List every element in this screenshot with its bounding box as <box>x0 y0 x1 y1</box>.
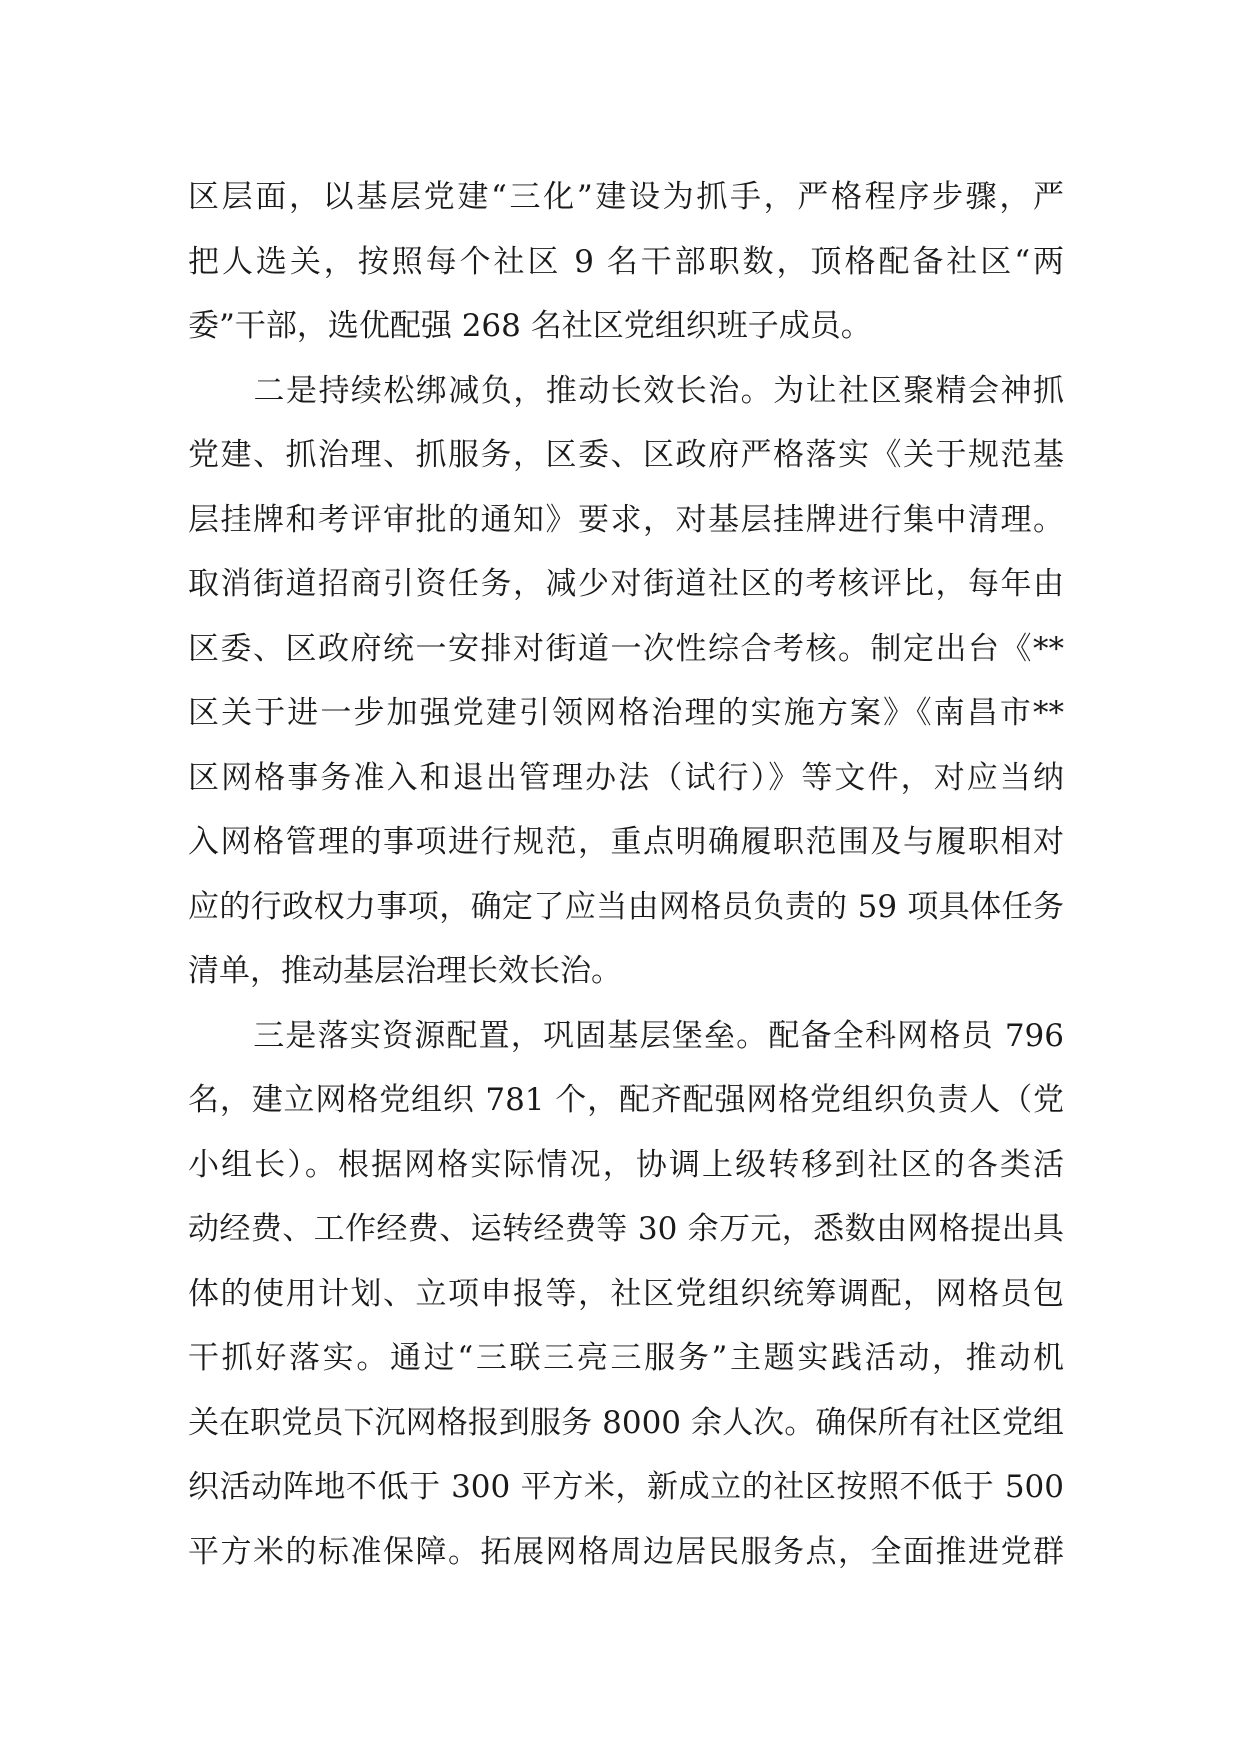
body-text <box>188 165 1064 1584</box>
text-line: 干抓好落实。通过“三联三亮三服务”主题实践活动，推动机 <box>188 1340 1064 1376</box>
text-line: 入网格管理的事项进行规范，重点明确履职范围及与履职相对 <box>188 824 1064 860</box>
text-line: 区网格事务准入和退出管理办法（试行）》等文件，对应当纳 <box>188 759 1064 796</box>
text-line: 体的使用计划、立项申报等，社区党组织统筹调配，网格员包 <box>188 1275 1064 1312</box>
text-line: 区关于进一步加强党建引领网格治理的实施方案》《南昌市** <box>188 695 1064 731</box>
text-line: 二是持续松绑减负，推动长效长治。为让社区聚精会神抓 <box>252 372 1064 409</box>
text-line: 区层面，以基层党建“三化”建设为抓手，严格程序步骤，严 <box>188 179 1064 215</box>
text-line: 委”干部，选优配强 268 名社区党组织班子成员。 <box>188 308 872 344</box>
text-line: 应的行政权力事项，确定了应当由网格员负责的 59 项具体任务 <box>188 888 1064 925</box>
text-line: 把人选关，按照每个社区 9 名干部职数，顶格配备社区“两 <box>188 243 1064 280</box>
paragraph-3-first-line <box>188 1004 1064 1069</box>
text-line: 区委、区政府统一安排对街道一次性综合考核。制定出台《** <box>188 630 1064 667</box>
text-line: 清单，推动基层治理长效长治。 <box>188 953 622 989</box>
text-line: 取消街道招商引资任务，减少对街道社区的考核评比，每年由 <box>188 566 1064 602</box>
text-line: 织活动阵地不低于 300 平方米，新成立的社区按照不低于 500 <box>188 1469 1064 1505</box>
text-line: 层挂牌和考评审批的通知》要求，对基层挂牌进行集中清理。 <box>188 501 1064 538</box>
text-line: 名，建立网格党组织 781 个，配齐配强网格党组织负责人（党 <box>188 1082 1064 1118</box>
text-line: 党建、抓治理、抓服务，区委、区政府严格落实《关于规范基 <box>188 437 1064 473</box>
text-line: 平方米的标准保障。拓展网格周边居民服务点，全面推进党群 <box>188 1533 1064 1570</box>
text-line: 动经费、工作经费、运转经费等 30 余万元，悉数由网格提出具 <box>188 1211 1064 1247</box>
text-line: 小组长）。根据网格实际情况，协调上级转移到社区的各类活 <box>188 1146 1064 1183</box>
text-line: 关在职党员下沉网格报到服务 8000 余人次。确保所有社区党组 <box>188 1404 1064 1441</box>
paragraph-2-first-line <box>188 359 1064 424</box>
text-line: 三是落实资源配置，巩固基层堡垒。配备全科网格员 796 <box>252 1017 1064 1054</box>
